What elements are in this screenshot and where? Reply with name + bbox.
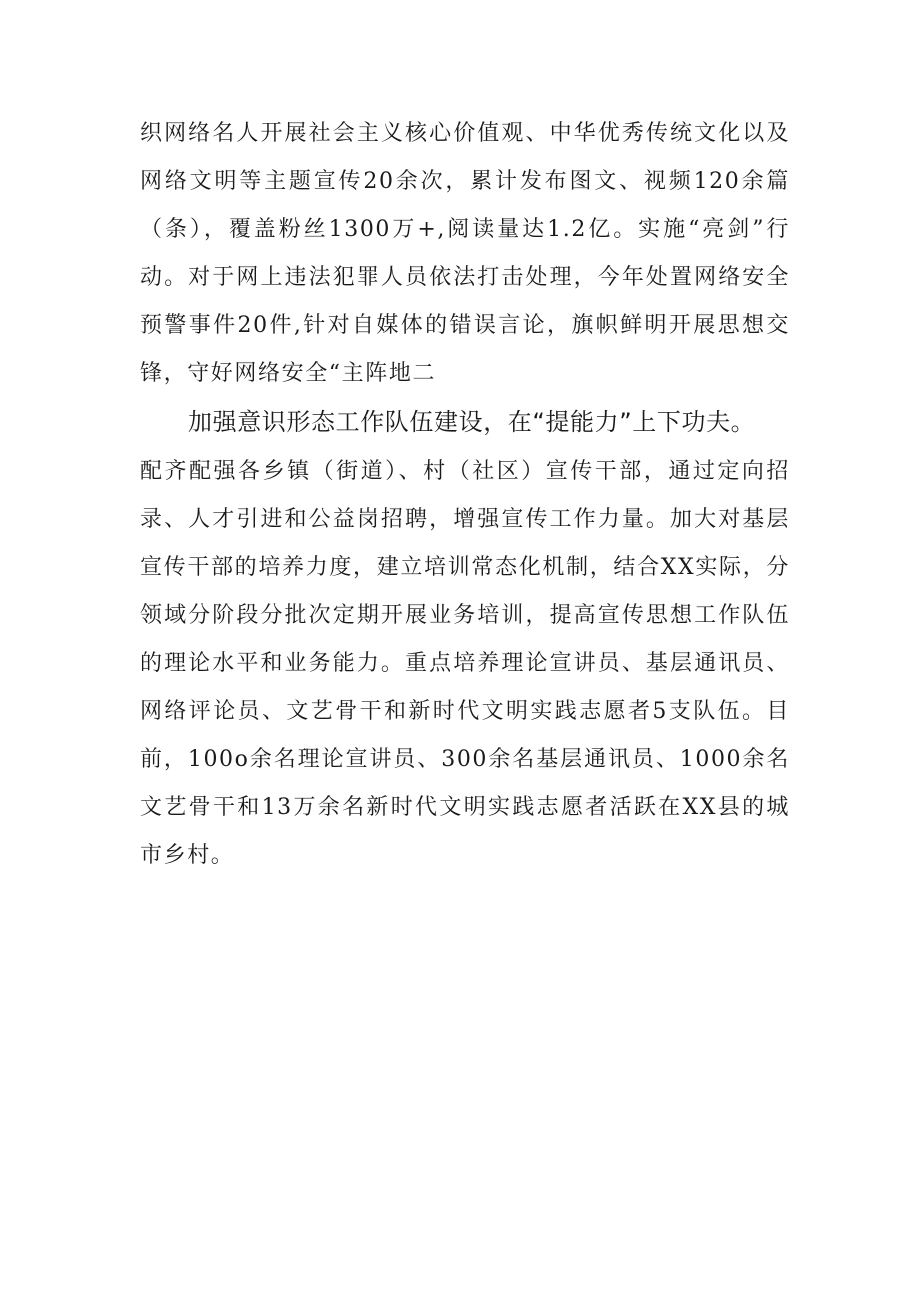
section-heading: 加强意识形态工作队伍建设，在“提能力”上下功夫。 xyxy=(188,408,756,436)
body-paragraph-1: 织网络名人开展社会主义核心价值观、中华优秀传统文化以及网络文明等主题宣传20余次，累计发布图文、视频120余篇（条），覆盖粉丝1300万+,阅读量达1.2亿。实施“亮剑”行动。对于网上违法犯罪人员依法打击处理，今年处置网络安全预警事件20件,针对自媒体的错误言论，旗帜鲜明开展思想交锋，守好网络安全“主阵地二 xyxy=(140,121,790,386)
section-block xyxy=(140,398,790,880)
body-paragraph-2: 配齐配强各乡镇（街道）、村（社区）宣传干部，通过定向招录、人才引进和公益岗招聘，增强宣传工作力量。加大对基层宣传干部的培养力度，建立培训常态化机制，结合XX实际，分领域分阶段分批次定期开展业务培训，提高宣传思想工作队伍的理论水平和业务能力。重点培养理论宣讲员、基层通讯员、网络评论员、文艺骨干和新时代文明实践志愿者5支队伍。目前，100o余名理论宣讲员、300余名基层通讯员、1000余名文艺骨干和13万余名新时代文明实践志愿者活跃在XX县的城市乡村。 xyxy=(140,459,790,868)
